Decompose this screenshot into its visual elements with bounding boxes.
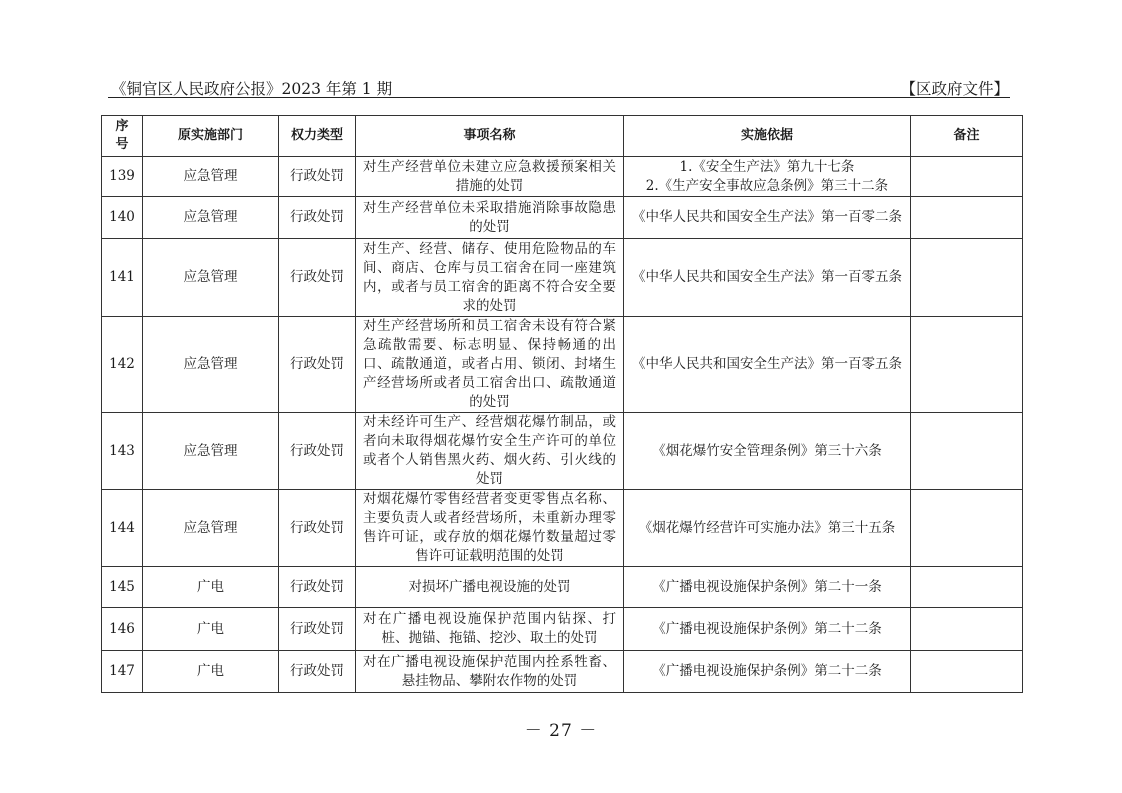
header-rule bbox=[108, 97, 1010, 98]
table-row bbox=[102, 413, 1023, 490]
cell-basis: 《中华人民共和国安全生产法》第一百零五条 bbox=[624, 239, 911, 317]
cell-dept: 应急管理 bbox=[143, 197, 279, 239]
table-row bbox=[102, 317, 1023, 413]
col-header-basis: 实施依据 bbox=[624, 116, 911, 157]
cell-seq: 146 bbox=[102, 608, 143, 651]
cell-basis: 《中华人民共和国安全生产法》第一百零二条 bbox=[624, 197, 911, 239]
cell-dept: 广电 bbox=[143, 608, 279, 651]
cell-basis: 《广播电视设施保护条例》第二十二条 bbox=[624, 651, 911, 693]
cell-type: 行政处罚 bbox=[279, 490, 356, 567]
cell-seq: 140 bbox=[102, 197, 143, 239]
page-number: － 27 － bbox=[524, 721, 598, 741]
cell-type: 行政处罚 bbox=[279, 239, 356, 317]
cell-seq: 145 bbox=[102, 567, 143, 608]
cell-seq: 144 bbox=[102, 490, 143, 567]
cell-basis: 《广播电视设施保护条例》第二十二条 bbox=[624, 608, 911, 651]
power-list-table bbox=[101, 115, 1023, 693]
cell-note bbox=[911, 608, 1023, 651]
cell-dept: 应急管理 bbox=[143, 317, 279, 413]
cell-item: 对未经许可生产、经营烟花爆竹制品，或者向未取得烟花爆竹安全生产许可的单位或者个人销售黑火药、烟火药、引火线的处罚 bbox=[356, 413, 624, 490]
cell-note bbox=[911, 567, 1023, 608]
cell-basis: 《广播电视设施保护条例》第二十一条 bbox=[624, 567, 911, 608]
table-row bbox=[102, 567, 1023, 608]
cell-seq: 142 bbox=[102, 317, 143, 413]
cell-dept: 广电 bbox=[143, 567, 279, 608]
cell-note bbox=[911, 490, 1023, 567]
cell-dept: 广电 bbox=[143, 651, 279, 693]
cell-seq: 143 bbox=[102, 413, 143, 490]
cell-note bbox=[911, 239, 1023, 317]
cell-item: 对生产经营单位未采取措施消除事故隐患的处罚 bbox=[356, 197, 624, 239]
cell-note bbox=[911, 197, 1023, 239]
cell-note bbox=[911, 157, 1023, 197]
cell-seq: 141 bbox=[102, 239, 143, 317]
section-label: 【区政府文件】 bbox=[900, 80, 1009, 98]
col-header-note: 备注 bbox=[911, 116, 1023, 157]
col-header-item: 事项名称 bbox=[356, 116, 624, 157]
cell-type: 行政处罚 bbox=[279, 567, 356, 608]
cell-basis: 《烟花爆竹安全管理条例》第三十六条 bbox=[624, 413, 911, 490]
cell-item: 对生产经营场所和员工宿舍未设有符合紧急疏散需要、标志明显、保持畅通的出口、疏散通道，或者占用、锁闭、封堵生产经营场所或者员工宿舍出口、疏散通道的处罚 bbox=[356, 317, 624, 413]
table-header-row bbox=[102, 116, 1023, 157]
cell-basis: 《烟花爆竹经营许可实施办法》第三十五条 bbox=[624, 490, 911, 567]
cell-item: 对烟花爆竹零售经营者变更零售点名称、主要负责人或者经营场所，未重新办理零售许可证，或存放的烟花爆竹数量超过零售许可证载明范围的处罚 bbox=[356, 490, 624, 567]
table-row bbox=[102, 490, 1023, 567]
cell-seq: 147 bbox=[102, 651, 143, 693]
cell-dept: 应急管理 bbox=[143, 490, 279, 567]
cell-note bbox=[911, 413, 1023, 490]
bulletin-title: 《铜官区人民政府公报》2023 年第 1 期 bbox=[111, 80, 393, 98]
cell-item: 对在广播电视设施保护范围内钻探、打桩、抛锚、拖锚、挖沙、取土的处罚 bbox=[356, 608, 624, 651]
cell-type: 行政处罚 bbox=[279, 413, 356, 490]
cell-basis: 《中华人民共和国安全生产法》第一百零五条 bbox=[624, 317, 911, 413]
table-row bbox=[102, 608, 1023, 651]
cell-item: 对在广播电视设施保护范围内拴系牲畜、悬挂物品、攀附农作物的处罚 bbox=[356, 651, 624, 693]
cell-note bbox=[911, 651, 1023, 693]
cell-dept: 应急管理 bbox=[143, 157, 279, 197]
cell-type: 行政处罚 bbox=[279, 197, 356, 239]
cell-basis: 1.《安全生产法》第九十七条 2.《生产安全事故应急条例》第三十二条 bbox=[624, 157, 911, 197]
col-header-seq: 序号 bbox=[102, 116, 143, 157]
cell-item: 对生产经营单位未建立应急救援预案相关措施的处罚 bbox=[356, 157, 624, 197]
cell-type: 行政处罚 bbox=[279, 608, 356, 651]
table-row bbox=[102, 197, 1023, 239]
col-header-dept: 原实施部门 bbox=[143, 116, 279, 157]
cell-type: 行政处罚 bbox=[279, 317, 356, 413]
col-header-type: 权力类型 bbox=[279, 116, 356, 157]
table-row bbox=[102, 651, 1023, 693]
cell-item: 对损坏广播电视设施的处罚 bbox=[356, 567, 624, 608]
table-row bbox=[102, 157, 1023, 197]
cell-dept: 应急管理 bbox=[143, 413, 279, 490]
cell-seq: 139 bbox=[102, 157, 143, 197]
cell-note bbox=[911, 317, 1023, 413]
cell-type: 行政处罚 bbox=[279, 651, 356, 693]
cell-dept: 应急管理 bbox=[143, 239, 279, 317]
cell-type: 行政处罚 bbox=[279, 157, 356, 197]
table-row bbox=[102, 239, 1023, 317]
cell-item: 对生产、经营、储存、使用危险物品的车间、商店、仓库与员工宿舍在同一座建筑内，或者与员工宿舍的距离不符合安全要求的处罚 bbox=[356, 239, 624, 317]
